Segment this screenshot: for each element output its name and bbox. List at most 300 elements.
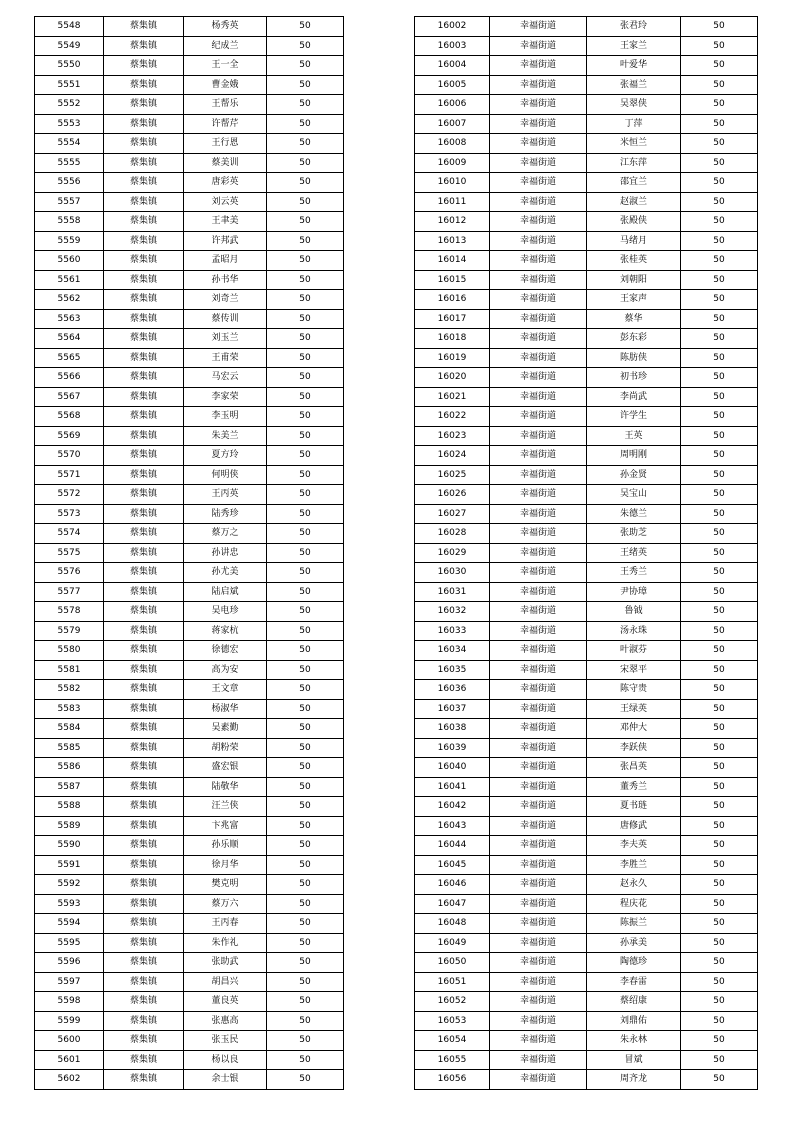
town-cell: 蔡集镇 <box>104 290 184 310</box>
amount-cell: 50 <box>267 504 344 524</box>
town-cell: 蔡集镇 <box>104 660 184 680</box>
row-number-cell: 5564 <box>35 329 104 349</box>
table-row <box>35 777 344 797</box>
amount-cell: 50 <box>267 699 344 719</box>
town-cell: 蔡集镇 <box>104 836 184 856</box>
row-number-cell: 16020 <box>415 368 490 388</box>
town-cell: 蔡集镇 <box>104 251 184 271</box>
amount-cell: 50 <box>681 17 758 37</box>
town-cell: 幸福街道 <box>490 680 587 700</box>
row-number-cell: 5587 <box>35 777 104 797</box>
town-cell: 蔡集镇 <box>104 95 184 115</box>
table-row <box>415 348 758 368</box>
amount-cell: 50 <box>267 387 344 407</box>
table-row <box>415 368 758 388</box>
table-row <box>35 504 344 524</box>
row-number-cell: 5575 <box>35 543 104 563</box>
row-number-cell: 16053 <box>415 1011 490 1031</box>
table-row <box>35 582 344 602</box>
row-number-cell: 16045 <box>415 855 490 875</box>
table-row <box>415 251 758 271</box>
town-cell: 幸福街道 <box>490 992 587 1012</box>
table-row <box>415 836 758 856</box>
row-number-cell: 16028 <box>415 524 490 544</box>
name-cell: 王文章 <box>184 680 267 700</box>
name-cell: 程庆花 <box>587 894 681 914</box>
table-row <box>35 738 344 758</box>
table-row <box>415 972 758 992</box>
row-number-cell: 5573 <box>35 504 104 524</box>
name-cell: 王甫荣 <box>184 348 267 368</box>
amount-cell: 50 <box>681 309 758 329</box>
row-number-cell: 16002 <box>415 17 490 37</box>
row-number-cell: 16029 <box>415 543 490 563</box>
name-cell: 王绪英 <box>587 543 681 563</box>
row-number-cell: 16022 <box>415 407 490 427</box>
table-row <box>415 329 758 349</box>
town-cell: 幸福街道 <box>490 1031 587 1051</box>
amount-cell: 50 <box>681 1050 758 1070</box>
row-number-cell: 5594 <box>35 914 104 934</box>
town-cell: 蔡集镇 <box>104 797 184 817</box>
town-cell: 幸福街道 <box>490 95 587 115</box>
amount-cell: 50 <box>267 894 344 914</box>
row-number-cell: 16025 <box>415 465 490 485</box>
town-cell: 幸福街道 <box>490 368 587 388</box>
name-cell: 蔡华 <box>587 309 681 329</box>
amount-cell: 50 <box>267 309 344 329</box>
town-cell: 蔡集镇 <box>104 563 184 583</box>
row-number-cell: 16003 <box>415 36 490 56</box>
row-number-cell: 5561 <box>35 270 104 290</box>
amount-cell: 50 <box>681 719 758 739</box>
town-cell: 蔡集镇 <box>104 212 184 232</box>
table-row <box>415 1070 758 1090</box>
amount-cell: 50 <box>681 758 758 778</box>
name-cell: 王家声 <box>587 290 681 310</box>
amount-cell: 50 <box>267 426 344 446</box>
name-cell: 初书珍 <box>587 368 681 388</box>
amount-cell: 50 <box>267 173 344 193</box>
row-number-cell: 16017 <box>415 309 490 329</box>
town-cell: 蔡集镇 <box>104 75 184 95</box>
name-cell: 朱永林 <box>587 1031 681 1051</box>
table-row <box>415 407 758 427</box>
row-number-cell: 16046 <box>415 875 490 895</box>
row-number-cell: 5598 <box>35 992 104 1012</box>
row-number-cell: 16004 <box>415 56 490 76</box>
row-number-cell: 5599 <box>35 1011 104 1031</box>
town-cell: 蔡集镇 <box>104 680 184 700</box>
town-cell: 幸福街道 <box>490 270 587 290</box>
name-cell: 邵宜兰 <box>587 173 681 193</box>
table-row <box>35 797 344 817</box>
row-number-cell: 16044 <box>415 836 490 856</box>
row-number-cell: 5584 <box>35 719 104 739</box>
row-number-cell: 5559 <box>35 231 104 251</box>
town-cell: 幸福街道 <box>490 504 587 524</box>
town-cell: 幸福街道 <box>490 855 587 875</box>
row-number-cell: 5557 <box>35 192 104 212</box>
row-number-cell: 16010 <box>415 173 490 193</box>
town-cell: 幸福街道 <box>490 836 587 856</box>
row-number-cell: 5582 <box>35 680 104 700</box>
name-cell: 王聿美 <box>184 212 267 232</box>
name-cell: 尹协璋 <box>587 582 681 602</box>
town-cell: 幸福街道 <box>490 875 587 895</box>
amount-cell: 50 <box>267 641 344 661</box>
amount-cell: 50 <box>267 192 344 212</box>
row-number-cell: 16036 <box>415 680 490 700</box>
town-cell: 蔡集镇 <box>104 36 184 56</box>
table-row <box>35 602 344 622</box>
town-cell: 幸福街道 <box>490 212 587 232</box>
name-cell: 曹金娥 <box>184 75 267 95</box>
row-number-cell: 5590 <box>35 836 104 856</box>
name-cell: 朱美兰 <box>184 426 267 446</box>
table-row <box>35 485 344 505</box>
name-cell: 张惠高 <box>184 1011 267 1031</box>
amount-cell: 50 <box>681 407 758 427</box>
amount-cell: 50 <box>681 524 758 544</box>
amount-cell: 50 <box>681 56 758 76</box>
amount-cell: 50 <box>681 621 758 641</box>
table-row <box>35 348 344 368</box>
row-number-cell: 16006 <box>415 95 490 115</box>
amount-cell: 50 <box>267 875 344 895</box>
name-cell: 李玉明 <box>184 407 267 427</box>
amount-cell: 50 <box>681 1011 758 1031</box>
row-number-cell: 16034 <box>415 641 490 661</box>
table-row <box>415 719 758 739</box>
amount-cell: 50 <box>681 699 758 719</box>
name-cell: 李夫英 <box>587 836 681 856</box>
name-cell: 蔡万之 <box>184 524 267 544</box>
table-row <box>35 212 344 232</box>
table-row <box>415 17 758 37</box>
table-row <box>415 894 758 914</box>
amount-cell: 50 <box>681 680 758 700</box>
name-cell: 蔡美训 <box>184 153 267 173</box>
town-cell: 幸福街道 <box>490 933 587 953</box>
amount-cell: 50 <box>267 719 344 739</box>
row-number-cell: 5548 <box>35 17 104 37</box>
table-row <box>35 719 344 739</box>
table-row <box>415 95 758 115</box>
table-row <box>35 758 344 778</box>
row-number-cell: 5566 <box>35 368 104 388</box>
name-cell: 夏书琏 <box>587 797 681 817</box>
town-cell: 蔡集镇 <box>104 1070 184 1090</box>
name-cell: 李家荣 <box>184 387 267 407</box>
amount-cell: 50 <box>681 602 758 622</box>
table-row <box>35 1011 344 1031</box>
amount-cell: 50 <box>267 992 344 1012</box>
amount-cell: 50 <box>267 36 344 56</box>
table-row <box>415 212 758 232</box>
table-row <box>35 699 344 719</box>
row-number-cell: 16041 <box>415 777 490 797</box>
name-cell: 唐彩英 <box>184 173 267 193</box>
row-number-cell: 16008 <box>415 134 490 154</box>
table-row <box>35 231 344 251</box>
town-cell: 幸福街道 <box>490 114 587 134</box>
town-cell: 蔡集镇 <box>104 348 184 368</box>
town-cell: 蔡集镇 <box>104 758 184 778</box>
town-cell: 蔡集镇 <box>104 329 184 349</box>
amount-cell: 50 <box>681 134 758 154</box>
row-number-cell: 16009 <box>415 153 490 173</box>
table-row <box>35 251 344 271</box>
amount-cell: 50 <box>267 485 344 505</box>
table-row <box>35 933 344 953</box>
town-cell: 蔡集镇 <box>104 524 184 544</box>
table-row <box>415 933 758 953</box>
name-cell: 董秀兰 <box>587 777 681 797</box>
town-cell: 幸福街道 <box>490 465 587 485</box>
row-number-cell: 5578 <box>35 602 104 622</box>
table-row <box>415 56 758 76</box>
town-cell: 幸福街道 <box>490 192 587 212</box>
town-cell: 蔡集镇 <box>104 153 184 173</box>
table-row <box>415 36 758 56</box>
town-cell: 蔡集镇 <box>104 173 184 193</box>
table-row <box>35 134 344 154</box>
town-cell: 蔡集镇 <box>104 270 184 290</box>
town-cell: 蔡集镇 <box>104 855 184 875</box>
town-cell: 幸福街道 <box>490 36 587 56</box>
town-cell: 蔡集镇 <box>104 914 184 934</box>
table-row <box>35 680 344 700</box>
town-cell: 蔡集镇 <box>104 192 184 212</box>
town-cell: 幸福街道 <box>490 1050 587 1070</box>
name-cell: 孟昭月 <box>184 251 267 271</box>
row-number-cell: 16021 <box>415 387 490 407</box>
row-number-cell: 16055 <box>415 1050 490 1070</box>
row-number-cell: 16042 <box>415 797 490 817</box>
name-cell: 张君玲 <box>587 17 681 37</box>
amount-cell: 50 <box>267 582 344 602</box>
name-cell: 盛宏银 <box>184 758 267 778</box>
name-cell: 张助芝 <box>587 524 681 544</box>
amount-cell: 50 <box>267 368 344 388</box>
row-number-cell: 5556 <box>35 173 104 193</box>
row-number-cell: 16016 <box>415 290 490 310</box>
town-cell: 蔡集镇 <box>104 602 184 622</box>
row-number-cell: 5589 <box>35 816 104 836</box>
name-cell: 孙承美 <box>587 933 681 953</box>
table-row <box>35 290 344 310</box>
name-cell: 叶爱华 <box>587 56 681 76</box>
row-number-cell: 5592 <box>35 875 104 895</box>
table-row <box>35 36 344 56</box>
table-row <box>35 95 344 115</box>
name-cell: 徐月华 <box>184 855 267 875</box>
table-row <box>415 680 758 700</box>
row-number-cell: 16005 <box>415 75 490 95</box>
table-row <box>415 1031 758 1051</box>
name-cell: 陆启斌 <box>184 582 267 602</box>
name-cell: 王秀兰 <box>587 563 681 583</box>
name-cell: 王一全 <box>184 56 267 76</box>
amount-cell: 50 <box>681 953 758 973</box>
table-row <box>35 953 344 973</box>
name-cell: 王丙英 <box>184 485 267 505</box>
amount-cell: 50 <box>267 153 344 173</box>
town-cell: 蔡集镇 <box>104 777 184 797</box>
table-row <box>35 114 344 134</box>
name-cell: 王家兰 <box>587 36 681 56</box>
row-number-cell: 16007 <box>415 114 490 134</box>
table-row <box>415 192 758 212</box>
name-cell: 杨以良 <box>184 1050 267 1070</box>
town-cell: 幸福街道 <box>490 348 587 368</box>
row-number-cell: 5562 <box>35 290 104 310</box>
amount-cell: 50 <box>267 1070 344 1090</box>
town-cell: 幸福街道 <box>490 914 587 934</box>
name-cell: 杨秀英 <box>184 17 267 37</box>
row-number-cell: 5588 <box>35 797 104 817</box>
name-cell: 许邦武 <box>184 231 267 251</box>
table-row <box>35 855 344 875</box>
amount-cell: 50 <box>681 836 758 856</box>
row-number-cell: 16035 <box>415 660 490 680</box>
amount-cell: 50 <box>681 543 758 563</box>
name-cell: 周明刚 <box>587 446 681 466</box>
row-number-cell: 5597 <box>35 972 104 992</box>
amount-cell: 50 <box>681 368 758 388</box>
table-row <box>415 660 758 680</box>
name-cell: 陆敬华 <box>184 777 267 797</box>
row-number-cell: 16047 <box>415 894 490 914</box>
table-row <box>415 582 758 602</box>
amount-cell: 50 <box>267 1011 344 1031</box>
table-row <box>415 114 758 134</box>
town-cell: 幸福街道 <box>490 524 587 544</box>
name-cell: 蒋家杭 <box>184 621 267 641</box>
name-cell: 朱作礼 <box>184 933 267 953</box>
town-cell: 蔡集镇 <box>104 543 184 563</box>
town-cell: 蔡集镇 <box>104 621 184 641</box>
town-cell: 蔡集镇 <box>104 387 184 407</box>
name-cell: 吴素勤 <box>184 719 267 739</box>
town-cell: 幸福街道 <box>490 563 587 583</box>
amount-cell: 50 <box>681 1070 758 1090</box>
table-row <box>415 524 758 544</box>
row-number-cell: 5600 <box>35 1031 104 1051</box>
table-row <box>35 1050 344 1070</box>
name-cell: 汤永珠 <box>587 621 681 641</box>
name-cell: 孙尤美 <box>184 563 267 583</box>
name-cell: 胡昌兴 <box>184 972 267 992</box>
town-cell: 幸福街道 <box>490 953 587 973</box>
table-row <box>35 192 344 212</box>
town-cell: 蔡集镇 <box>104 426 184 446</box>
town-cell: 幸福街道 <box>490 621 587 641</box>
name-cell: 刘玉兰 <box>184 329 267 349</box>
amount-cell: 50 <box>267 758 344 778</box>
table-row <box>35 368 344 388</box>
table-row <box>415 699 758 719</box>
row-number-cell: 5552 <box>35 95 104 115</box>
name-cell: 董良英 <box>184 992 267 1012</box>
table-row <box>415 816 758 836</box>
name-cell: 徐德宏 <box>184 641 267 661</box>
row-number-cell: 16030 <box>415 563 490 583</box>
amount-cell: 50 <box>681 387 758 407</box>
town-cell: 幸福街道 <box>490 602 587 622</box>
right-roster-table <box>414 16 758 1090</box>
table-row <box>35 426 344 446</box>
table-row <box>35 894 344 914</box>
town-cell: 幸福街道 <box>490 660 587 680</box>
row-number-cell: 5569 <box>35 426 104 446</box>
name-cell: 陈守贵 <box>587 680 681 700</box>
name-cell: 卞兆富 <box>184 816 267 836</box>
row-number-cell: 16048 <box>415 914 490 934</box>
table-row <box>415 231 758 251</box>
row-number-cell: 5581 <box>35 660 104 680</box>
amount-cell: 50 <box>681 485 758 505</box>
town-cell: 幸福街道 <box>490 1011 587 1031</box>
table-row <box>35 972 344 992</box>
row-number-cell: 5591 <box>35 855 104 875</box>
amount-cell: 50 <box>267 524 344 544</box>
row-number-cell: 16011 <box>415 192 490 212</box>
amount-cell: 50 <box>267 348 344 368</box>
amount-cell: 50 <box>267 95 344 115</box>
town-cell: 蔡集镇 <box>104 134 184 154</box>
row-number-cell: 5570 <box>35 446 104 466</box>
amount-cell: 50 <box>267 602 344 622</box>
town-cell: 蔡集镇 <box>104 446 184 466</box>
amount-cell: 50 <box>267 329 344 349</box>
town-cell: 幸福街道 <box>490 543 587 563</box>
name-cell: 汪兰侠 <box>184 797 267 817</box>
town-cell: 幸福街道 <box>490 758 587 778</box>
town-cell: 幸福街道 <box>490 387 587 407</box>
amount-cell: 50 <box>681 894 758 914</box>
table-row <box>35 875 344 895</box>
row-number-cell: 16056 <box>415 1070 490 1090</box>
table-row <box>35 56 344 76</box>
table-row <box>35 407 344 427</box>
row-number-cell: 16023 <box>415 426 490 446</box>
name-cell: 张福兰 <box>587 75 681 95</box>
table-row <box>35 836 344 856</box>
amount-cell: 50 <box>681 446 758 466</box>
table-row <box>415 543 758 563</box>
table-row <box>415 290 758 310</box>
row-number-cell: 16040 <box>415 758 490 778</box>
town-cell: 幸福街道 <box>490 816 587 836</box>
name-cell: 高为安 <box>184 660 267 680</box>
amount-cell: 50 <box>267 290 344 310</box>
amount-cell: 50 <box>681 816 758 836</box>
amount-cell: 50 <box>681 797 758 817</box>
amount-cell: 50 <box>267 816 344 836</box>
table-row <box>35 1031 344 1051</box>
left-roster-body <box>35 17 344 1090</box>
table-row <box>415 173 758 193</box>
table-row <box>415 738 758 758</box>
town-cell: 蔡集镇 <box>104 992 184 1012</box>
name-cell: 许帮芹 <box>184 114 267 134</box>
amount-cell: 50 <box>267 660 344 680</box>
amount-cell: 50 <box>681 270 758 290</box>
name-cell: 何明侠 <box>184 465 267 485</box>
row-number-cell: 5571 <box>35 465 104 485</box>
